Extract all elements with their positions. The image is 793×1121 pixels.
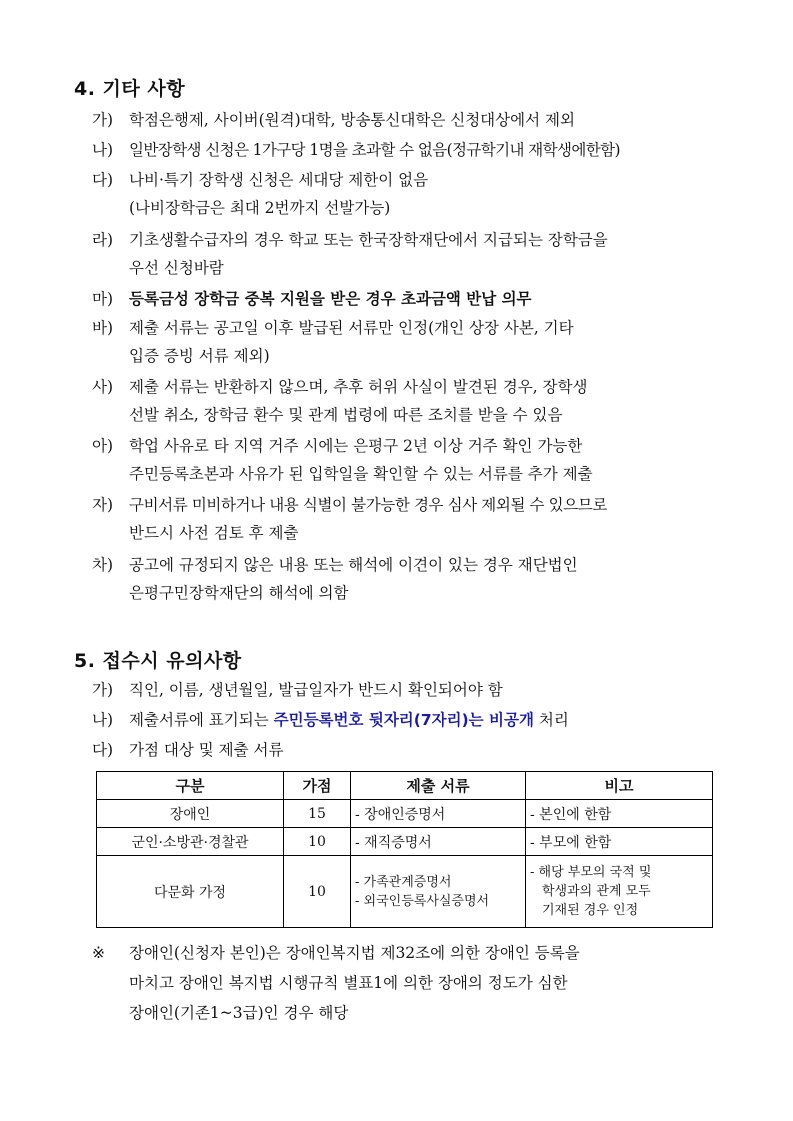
list-item-continuation: 은평구민장학재단의 해석에 의함 — [129, 584, 349, 602]
note-cell: - 본인에 한함 — [526, 800, 713, 828]
list-item-text: 처리 — [533, 711, 569, 729]
list-item-text: 제출 서류는 공고일 이후 발급된 서류만 인정(개인 상장 사본, 기타 — [129, 319, 574, 337]
note-cell: - 부모에 한함 — [526, 828, 713, 856]
list-item — [92, 318, 732, 338]
list-item-text: 학점은행제, 사이버(원격)대학, 방송통신대학은 신청대상에서 제외 — [129, 111, 575, 129]
list-item-text: 일반장학생 신청은 1가구당 1명을 초과할 수 없음(정규학기내 재학생에한함) — [129, 141, 620, 159]
category-cell: 군인·소방관·경찰관 — [97, 828, 284, 856]
list-marker: 사) — [92, 378, 114, 396]
docs-cell: - 재직증명서 — [351, 828, 526, 856]
score-cell: 15 — [284, 800, 351, 828]
category-cell: 장애인 — [97, 800, 284, 828]
list-marker: 나) — [92, 711, 114, 729]
list-item-continuation: 우선 신청바람 — [129, 259, 224, 277]
highlight-text: 주민등록번호 뒷자리(7자리)는 비공개 — [273, 711, 534, 729]
doc-line: - 가족관계증명서 — [355, 874, 452, 890]
column-header: 가점 — [284, 772, 351, 800]
note-line: 기재된 경우 인정 — [542, 903, 639, 918]
column-header: 구분 — [97, 772, 284, 800]
list-item-text: 가점 대상 및 제출 서류 — [129, 741, 284, 759]
table-row — [97, 800, 713, 828]
list-item-text: 공고에 규정되지 않은 내용 또는 해석에 이견이 있는 경우 재단법인 — [129, 556, 578, 574]
list-item — [92, 377, 732, 397]
category-cell: 다문화 가정 — [97, 856, 284, 928]
list-item — [92, 680, 732, 700]
list-item-text: 제출서류에 표기되는 — [129, 711, 274, 729]
list-marker: 다) — [92, 741, 114, 759]
list-item-text: 제출 서류는 반환하지 않으며, 추후 허위 사실이 발견된 경우, 장학생 — [129, 378, 588, 396]
footnote-continuation: 마치고 장애인 복지법 시행규칙 별표1에 의한 장애의 정도가 심한 — [129, 974, 568, 992]
list-item — [92, 555, 732, 575]
list-item-text: 기초생활수급자의 경우 학교 또는 한국장학재단에서 지급되는 장학금을 — [129, 231, 608, 249]
list-item — [92, 289, 732, 309]
score-cell: 10 — [284, 856, 351, 928]
list-marker: 자) — [92, 496, 114, 514]
section-4-title: 4. 기타 사항 — [74, 78, 186, 100]
list-item — [92, 740, 732, 760]
list-marker: 아) — [92, 437, 114, 455]
list-item — [92, 436, 732, 456]
list-item-continuation: 반드시 사전 검토 후 제출 — [129, 524, 299, 542]
table-row — [97, 856, 713, 928]
docs-cell — [351, 856, 526, 928]
list-item — [92, 230, 732, 250]
list-item — [92, 110, 732, 130]
list-item — [92, 710, 732, 730]
list-item-continuation: 선발 취소, 장학금 환수 및 관계 법령에 따른 조치를 받을 수 있음 — [129, 406, 563, 424]
list-item-text-bold: 등록금성 장학금 중복 지원을 받은 경우 초과금액 반납 의무 — [129, 290, 532, 308]
list-item — [92, 495, 732, 515]
list-item-text: 나비·특기 장학생 신청은 세대당 제한이 없음 — [129, 171, 429, 189]
table-header-row — [97, 772, 713, 800]
section-5-title: 5. 접수시 유의사항 — [74, 650, 242, 672]
list-marker: 라) — [92, 231, 114, 249]
bonus-points-table — [96, 771, 713, 928]
list-item — [92, 170, 732, 190]
footnote-text: 장애인(신청자 본인)은 장애인복지법 제32조에 의한 장애인 등록을 — [129, 944, 580, 962]
list-item-continuation: 주민등록초본과 사유가 된 입학일을 확인할 수 있는 서류를 추가 제출 — [129, 465, 593, 483]
note-line: - 해당 부모의 국적 및 — [530, 865, 652, 880]
list-marker: 마) — [92, 290, 114, 308]
list-item-continuation: (나비장학금은 최대 2번까지 선발가능) — [129, 199, 391, 217]
column-header: 제출 서류 — [351, 772, 526, 800]
note-cell — [526, 856, 713, 928]
list-marker: 다) — [92, 171, 114, 189]
list-marker: 바) — [92, 319, 114, 337]
list-item-text: 직인, 이름, 생년월일, 발급일자가 반드시 확인되어야 함 — [129, 681, 503, 699]
list-marker: 나) — [92, 141, 114, 159]
score-cell: 10 — [284, 828, 351, 856]
footnote — [92, 943, 732, 963]
note-line: 학생과의 관계 모두 — [542, 884, 651, 899]
list-item-text: 학업 사유로 타 지역 거주 시에는 은평구 2년 이상 거주 확인 가능한 — [129, 437, 583, 455]
list-item-continuation: 입증 증빙 서류 제외) — [129, 347, 270, 365]
list-item — [92, 140, 732, 160]
table-row — [97, 828, 713, 856]
doc-line: - 외국인등록사실증명서 — [355, 893, 490, 909]
list-marker: 차) — [92, 556, 114, 574]
reference-mark: ※ — [92, 944, 105, 962]
docs-cell: - 장애인증명서 — [351, 800, 526, 828]
footnote-continuation: 장애인(기존1~3급)인 경우 해당 — [129, 1004, 349, 1022]
list-marker: 가) — [92, 681, 114, 699]
list-marker: 가) — [92, 111, 114, 129]
list-item-text: 구비서류 미비하거나 내용 식별이 불가능한 경우 심사 제외될 수 있으므로 — [129, 496, 607, 514]
column-header: 비고 — [526, 772, 713, 800]
